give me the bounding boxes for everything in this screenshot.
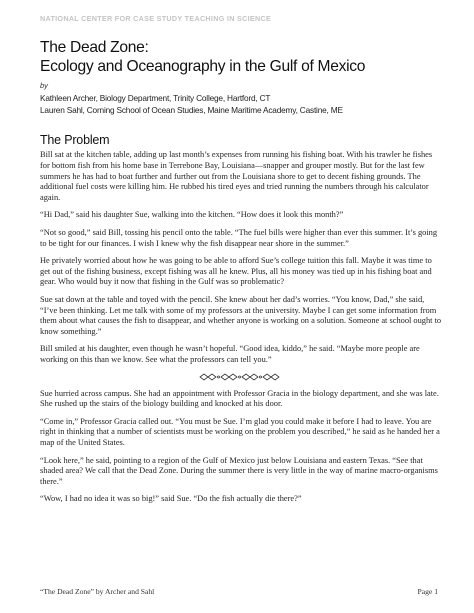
title-line-1: The Dead Zone: <box>40 39 149 56</box>
section-heading: The Problem <box>40 133 110 147</box>
paragraph: Sue hurried across campus. She had an appointment with Professor Gracia in the biology department, and she was late. She rushed up the stairs of the biology building and knocked at his door. <box>40 388 439 409</box>
paragraph: He privately worried about how he was going to be able to afford Sue’s college tuition this fall. Maybe it was time to get out of the fishing business, except fishing was all he knew. Plus, all his money was tied up in his fishing boat and gear. Who would buy it now that fishing in the Gulf was so problematic? <box>40 255 432 287</box>
footer-citation: “The Dead Zone” by Archer and Sahl <box>40 587 155 596</box>
paragraph: Bill sat at the kitchen table, adding up last month’s expenses from running his fishing boat. With his trawler he fishes for bottom fish from his home base in Terrebone Bay, Louisiana—snapper and grouper mostly. But for the last few summers he has had to boat further and further out from the Louisiana shore to get to decent fishing grounds. The additional fuel costs were killing him. He rubbed his tired eyes and tried running the numbers through his calculator again. <box>40 150 433 203</box>
paragraph: Bill smiled at his daughter, even though he wasn’t hopeful. “Good idea, kiddo,” he said. “Maybe more people are working on this than we know. See what the professors can tell you.” <box>40 344 420 365</box>
byline-by: by <box>40 81 48 90</box>
paragraph: “Not so good,” said Bill, tossing his pencil onto the table. “The fuel bills were higher than ever this summer. It’s going to be tight for our finances. I wish I knew why the fish disappear near shore in the summer.” <box>40 227 438 248</box>
page-number: Page 1 <box>417 587 438 596</box>
author-line: Kathleen Archer, Biology Department, Trinity College, Hartford, CT <box>40 93 271 103</box>
paragraph: Sue sat down at the table and toyed with the pencil. She knew about her dad’s worries. “You know, Dad,” she said, “I’ve been thinking. Let me talk with some of my professors at the university. Maybe I can get some information from them about what causes the fish to disappear, and whether anyone is working on a solution. Someone at school ought to know something.” <box>40 294 442 337</box>
paragraph: “Wow, I had no idea it was so big!” said Sue. “Do the fish actually die there?” <box>40 494 302 504</box>
ornamental-divider <box>40 373 442 382</box>
author-line: Lauren Sahl, Corning School of Ocean Studies, Maine Maritime Academy, Castine, ME <box>40 104 343 115</box>
ornament-icon <box>198 373 284 381</box>
organization-header: NATIONAL CENTER FOR CASE STUDY TEACHING IN SCIENCE <box>40 14 272 23</box>
paragraph: “Come in,” Professor Gracia called out. “You must be Sue. I’m glad you could make it before I had to leave. You are right in thinking that a number of scientists must be working on the problem you described,” he said as he handed her a map of the United States. <box>40 416 440 448</box>
paragraph: “Look here,” he said, pointing to a region of the Gulf of Mexico just below Louisiana and eastern Texas. “See that shaded area? We call that the Dead Zone. During the summer there is very little in the way of marine macro-organisms there.” <box>40 455 438 487</box>
body-text <box>40 150 442 512</box>
title-line-2: Ecology and Oceanography in the Gulf of Mexico <box>40 58 366 75</box>
author-list <box>40 93 460 116</box>
document-title <box>40 38 460 76</box>
paragraph: “Hi Dad,” said his daughter Sue, walking into the kitchen. “How does it look this month?” <box>40 210 344 220</box>
